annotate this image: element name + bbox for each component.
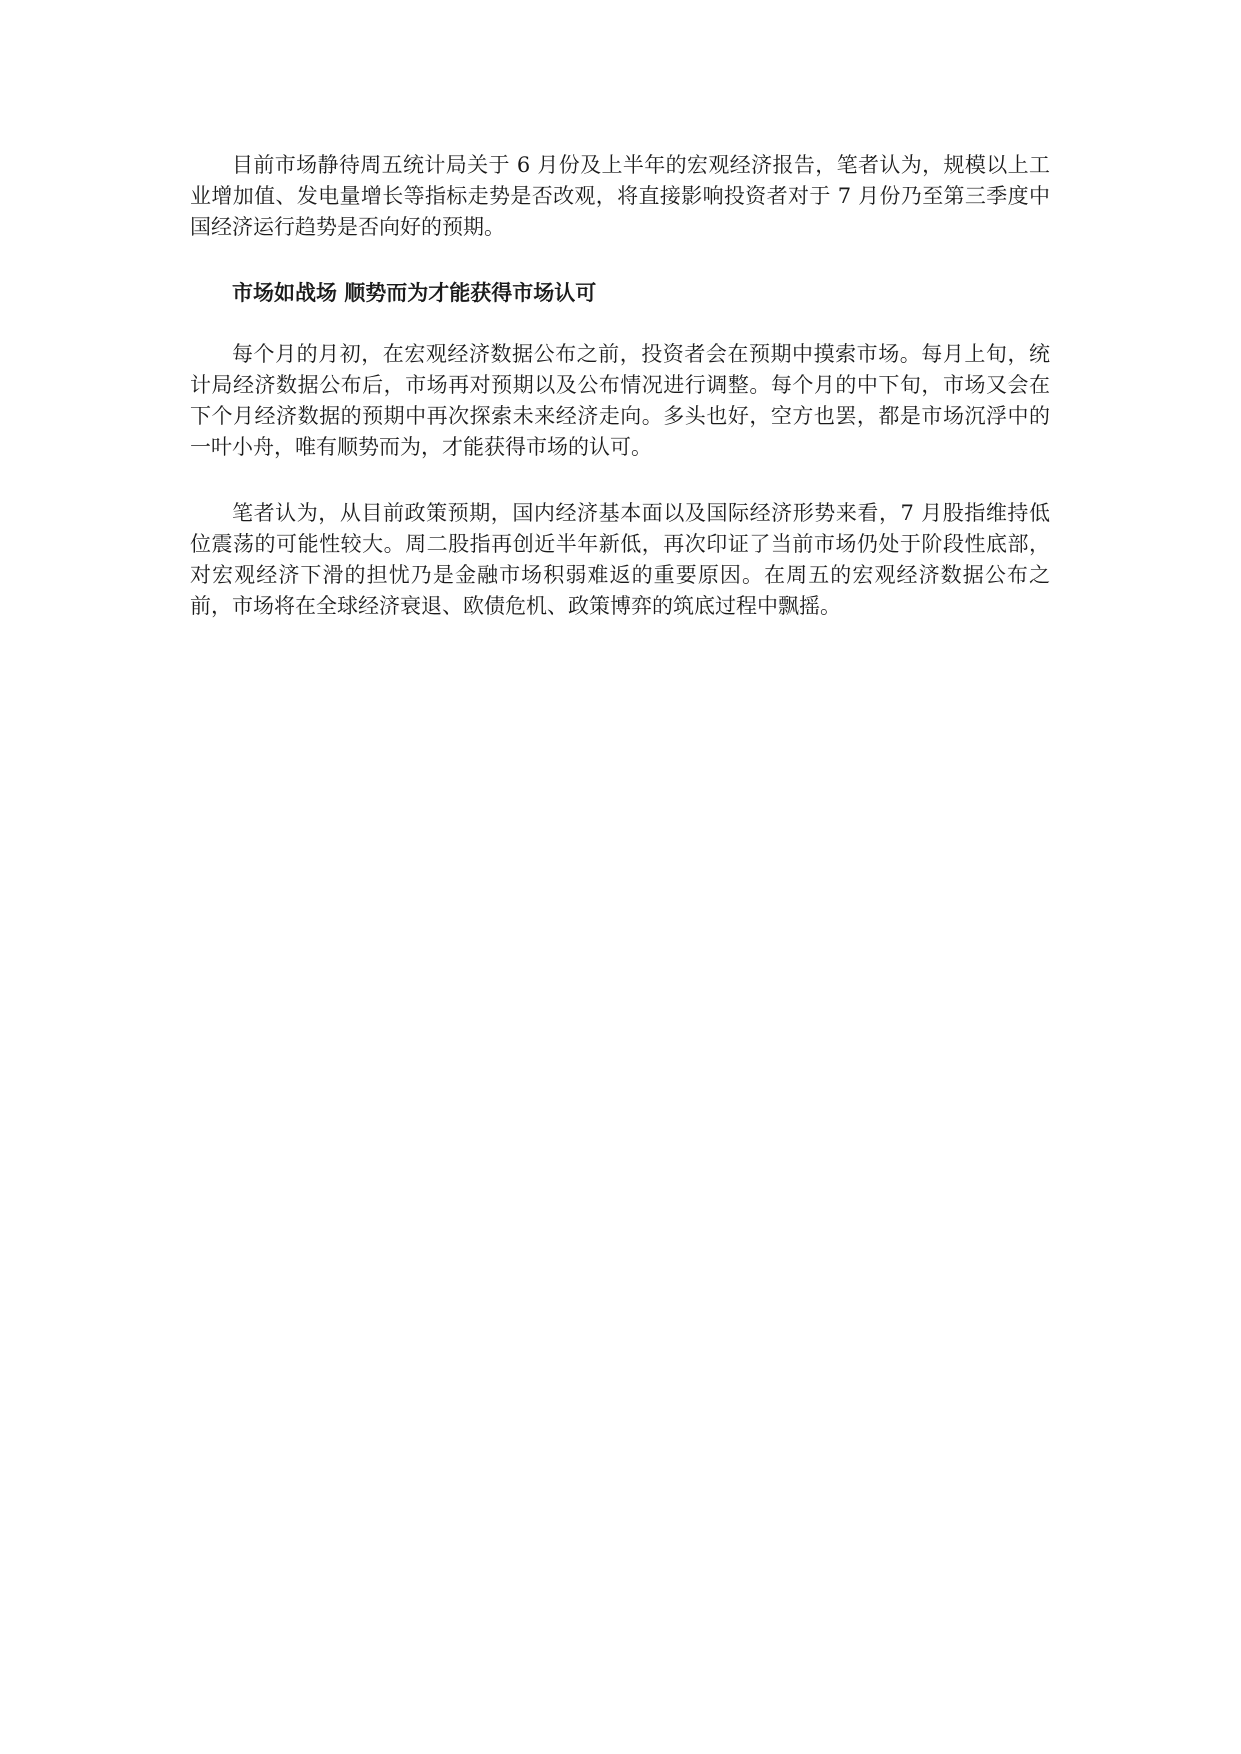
section-heading: 市场如战场 顺势而为才能获得市场认可 [232,281,597,305]
paragraph-outlook: 笔者认为，从目前政策预期，国内经济基本面以及国际经济形势来看，7 月股指维持低位震荡的可能性较大。周二股指再创近半年新低，再次印证了当前市场仍处于阶段性底部，对宏观经济下滑的担忧乃是金融市场积弱难返的重要原因。在周五的宏观经济数据公布之前，市场将在全球经济衰退、欧债危机、政策博弈的筑底过程中飘摇。 [190,501,1050,618]
document-body [190,150,1050,622]
paragraph-spacer [190,309,1050,339]
paragraph-spacer [190,463,1050,498]
paragraph-spacer [190,243,1050,278]
paragraph-monthly-cycle: 每个月的月初，在宏观经济数据公布之前，投资者会在预期中摸索市场。每月上旬，统计局经济数据公布后，市场再对预期以及公布情况进行调整。每个月的中下旬，市场又会在下个月经济数据的预期中再次探索未来经济走向。多头也好，空方也罢，都是市场沉浮中的一叶小舟，唯有顺势而为，才能获得市场的认可。 [190,342,1050,459]
paragraph-macro-report: 目前市场静待周五统计局关于 6 月份及上半年的宏观经济报告，笔者认为，规模以上工业增加值、发电量增长等指标走势是否改观，将直接影响投资者对于 7 月份乃至第三季度中国经济运行趋势是否向好的预期。 [190,153,1050,239]
